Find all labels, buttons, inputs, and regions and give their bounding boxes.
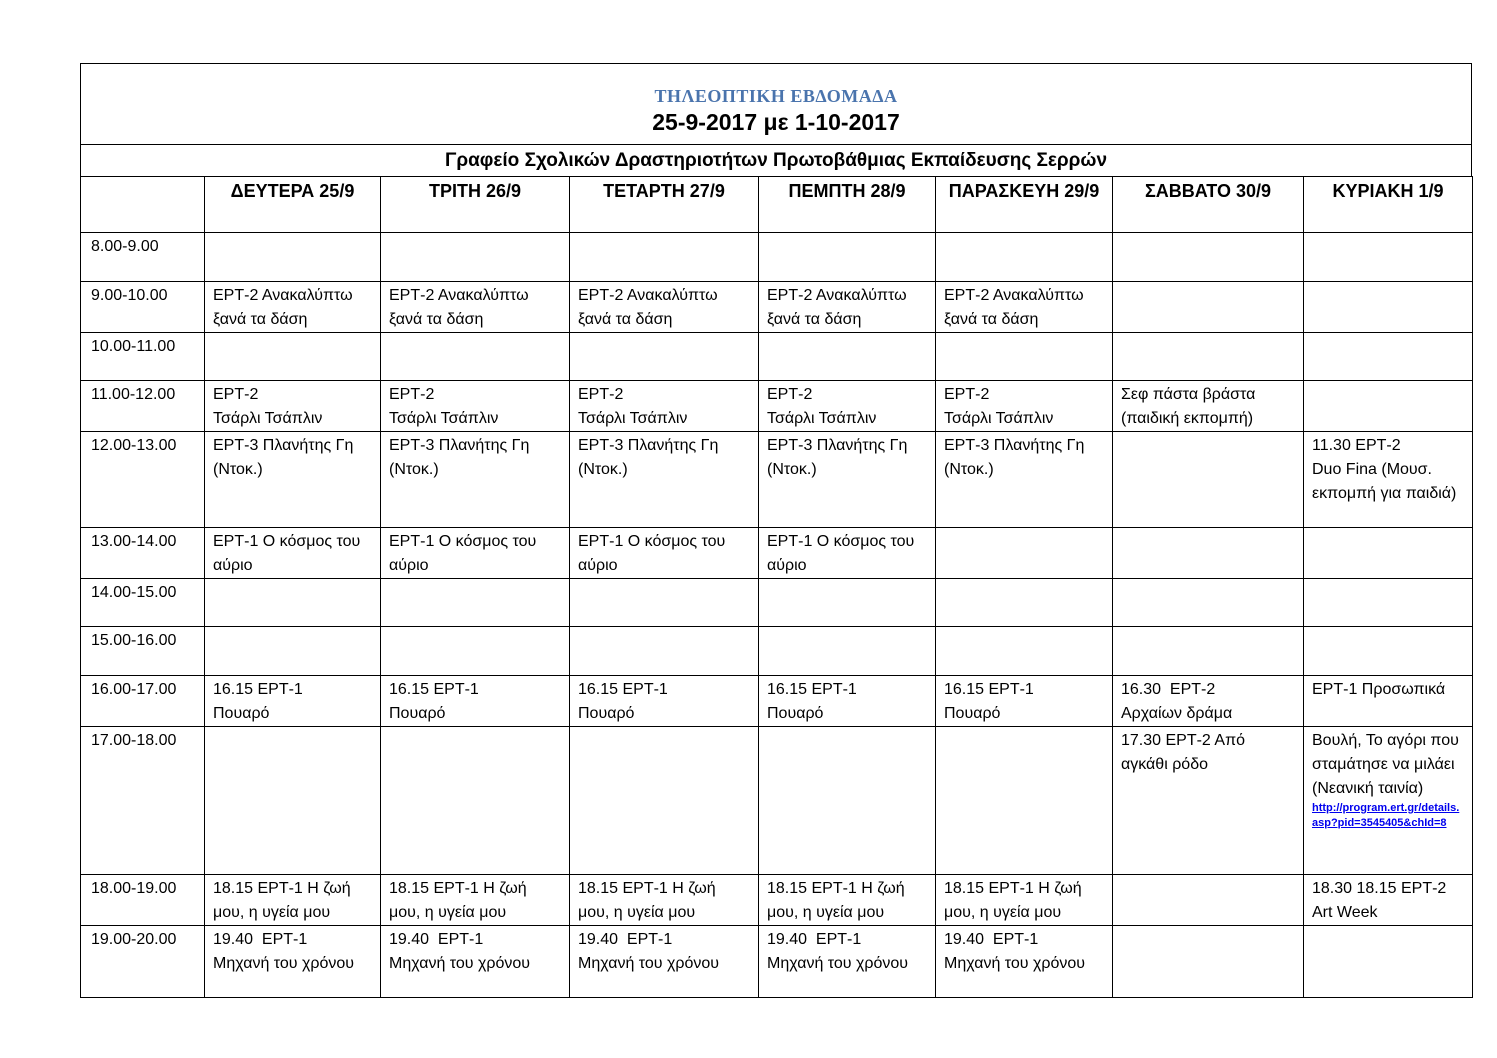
program-cell [381,579,570,627]
program-cell [1113,627,1304,676]
program-cell [759,333,936,381]
time-slot: 13.00-14.00 [81,528,205,579]
day-header: ΚΥΡΙΑΚΗ 1/9 [1304,177,1473,233]
program-text: 16.15 ΕΡΤ-1 Πουαρό [578,681,668,722]
program-cell [381,381,570,432]
program-cell [1304,926,1473,998]
time-slot: 14.00-15.00 [81,579,205,627]
program-cell [381,727,570,875]
program-cell [205,579,381,627]
program-cell [570,528,759,579]
table-row [81,627,1473,676]
program-text: 18.30 18.15 ΕΡΤ-2 Art Week [1312,880,1447,921]
table-row [81,233,1473,282]
program-cell [759,627,936,676]
program-cell [1113,282,1304,333]
program-cell [759,676,936,727]
program-cell [570,727,759,875]
program-text: 19.40 ΕΡΤ-1 Μηχανή του χρόνου [767,931,909,972]
time-slot: 15.00-16.00 [81,627,205,676]
program-cell [570,627,759,676]
program-cell [570,676,759,727]
program-text: 16.15 ΕΡΤ-1 Πουαρό [213,681,303,722]
program-cell [936,528,1113,579]
program-cell [936,627,1113,676]
program-text: 16.30 ΕΡΤ-2 Αρχαίων δράμα [1121,681,1233,722]
program-cell [1113,233,1304,282]
program-cell [570,381,759,432]
program-cell [381,233,570,282]
program-text: ΕΡΤ-1 Ο κόσμος του αύριο [578,533,730,574]
program-text: ΕΡΤ-3 Πλανήτης Γη (Ντοκ.) [944,437,1089,478]
program-text: 18.15 ΕΡΤ-1 Η ζωή μου, η υγεία μου [213,880,356,921]
program-cell [205,727,381,875]
program-text: ΕΡΤ-2 Τσάρλι Τσάπλιν [578,386,688,427]
program-cell [759,233,936,282]
program-cell [1304,233,1473,282]
program-cell [759,727,936,875]
program-cell [205,282,381,333]
program-cell [1304,727,1473,875]
date-range: 25-9-2017 με 1-10-2017 [652,109,900,135]
table-row [81,381,1473,432]
program-cell [205,926,381,998]
program-cell [1113,333,1304,381]
program-cell [205,875,381,926]
program-cell [570,579,759,627]
program-text: ΕΡΤ-1 Ο κόσμος του αύριο [767,533,919,574]
program-cell [936,579,1113,627]
program-cell [570,282,759,333]
program-cell [1304,875,1473,926]
program-cell [1304,579,1473,627]
program-cell [1304,676,1473,727]
program-text: 16.15 ΕΡΤ-1 Πουαρό [944,681,1034,722]
table-row [81,528,1473,579]
program-text: ΕΡΤ-3 Πλανήτης Γη (Ντοκ.) [213,437,358,478]
program-text: ΕΡΤ-1 Ο κόσμος του αύριο [389,533,541,574]
program-text: ΕΡΤ-2 Ανακαλύπτω ξανά τα δάση [389,287,534,328]
program-text: ΕΡΤ-2 Ανακαλύπτω ξανά τα δάση [578,287,723,328]
program-text: ΕΡΤ-2 Τσάρλι Τσάπλιν [213,386,323,427]
time-slot: 11.00-12.00 [81,381,205,432]
table-row [81,579,1473,627]
header [80,63,1472,144]
program-cell [570,333,759,381]
program-cell [759,875,936,926]
program-cell [381,432,570,528]
program-cell [936,676,1113,727]
program-cell [759,381,936,432]
table-row [81,333,1473,381]
program-text: 18.15 ΕΡΤ-1 Η ζωή μου, η υγεία μου [578,880,721,921]
day-header: ΤΡΙΤΗ 26/9 [381,177,570,233]
program-cell [205,528,381,579]
table-row [81,926,1473,998]
day-header: ΤΕΤΑΡΤΗ 27/9 [570,177,759,233]
program-text: 19.40 ΕΡΤ-1 Μηχανή του χρόνου [213,931,355,972]
program-text: ΕΡΤ-2 Ανακαλύπτω ξανά τα δάση [213,287,358,328]
table-row [81,727,1473,875]
program-cell [1304,381,1473,432]
time-slot: 16.00-17.00 [81,676,205,727]
program-text: ΕΡΤ-3 Πλανήτης Γη (Ντοκ.) [578,437,723,478]
day-header: ΣΑΒΒΑΤΟ 30/9 [1113,177,1304,233]
program-text: ΕΡΤ-1 Ο κόσμος του αύριο [213,533,365,574]
program-cell [381,333,570,381]
program-text: 11.30 ΕΡΤ-2 Duo Fina (Μουσ. εκπομπή για παιδιά) [1312,437,1457,502]
program-cell [205,333,381,381]
program-text: ΕΡΤ-2 Ανακαλύπτω ξανά τα δάση [767,287,912,328]
program-cell [570,432,759,528]
time-slot: 8.00-9.00 [81,233,205,282]
program-cell [759,926,936,998]
program-cell [936,432,1113,528]
program-cell [1113,579,1304,627]
program-cell [1304,282,1473,333]
office-name: Γραφείο Σχολικών Δραστηριοτήτων Πρωτοβάθμιας Εκπαίδευσης Σερρών [80,144,1472,176]
program-cell [1304,627,1473,676]
program-cell [570,233,759,282]
time-slot: 19.00-20.00 [81,926,205,998]
program-cell [381,676,570,727]
page-title: ΤΗΛΕΟΠΤΙΚΗ ΕΒΔΟΜΑΔΑ [654,86,898,106]
program-text: 18.15 ΕΡΤ-1 Η ζωή μου, η υγεία μου [389,880,532,921]
program-cell [759,579,936,627]
program-cell [1113,676,1304,727]
program-cell [205,381,381,432]
program-text: 17.30 ΕΡΤ-2 Από αγκάθι ρόδο [1121,732,1250,773]
program-text: 19.40 ΕΡΤ-1 Μηχανή του χρόνου [944,931,1086,972]
program-cell [205,676,381,727]
program-cell [381,528,570,579]
program-cell [205,432,381,528]
program-text: 19.40 ΕΡΤ-1 Μηχανή του χρόνου [578,931,720,972]
day-header-row [81,177,1473,233]
program-cell [759,282,936,333]
program-cell [1113,432,1304,528]
program-cell [759,432,936,528]
program-cell [381,926,570,998]
tv-schedule-table [80,176,1473,998]
program-cell [381,282,570,333]
table-row [81,432,1473,528]
program-text: ΕΡΤ-2 Ανακαλύπτω ξανά τα δάση [944,287,1089,328]
program-cell [936,381,1113,432]
program-text: Βουλή, Το αγόρι που σταμάτησε να μιλάει (Νεανική ταινία) [1312,732,1464,797]
program-cell [570,875,759,926]
table-row [81,282,1473,333]
corner-cell [81,177,205,233]
day-header: ΠΑΡΑΣΚΕΥΗ 29/9 [936,177,1113,233]
time-slot: 18.00-19.00 [81,875,205,926]
program-cell [936,282,1113,333]
time-slot: 12.00-13.00 [81,432,205,528]
program-cell [205,233,381,282]
program-cell [936,727,1113,875]
table-row [81,676,1473,727]
program-text: ΕΡΤ-2 Τσάρλι Τσάπλιν [389,386,499,427]
program-text: ΕΡΤ-3 Πλανήτης Γη (Ντοκ.) [767,437,912,478]
program-text: 18.15 ΕΡΤ-1 Η ζωή μου, η υγεία μου [767,880,910,921]
program-cell [1304,432,1473,528]
program-cell [381,875,570,926]
program-cell [759,528,936,579]
program-text: ΕΡΤ-2 Τσάρλι Τσάπλιν [944,386,1054,427]
program-cell [936,926,1113,998]
program-cell [1304,528,1473,579]
program-text: 19.40 ΕΡΤ-1 Μηχανή του χρόνου [389,931,531,972]
time-slot: 17.00-18.00 [81,727,205,875]
program-cell [1113,381,1304,432]
program-cell [1304,333,1473,381]
program-cell [205,627,381,676]
program-text: ΕΡΤ-1 Προσωπικά [1312,681,1446,698]
program-cell [936,333,1113,381]
program-text: ΕΡΤ-2 Τσάρλι Τσάπλιν [767,386,877,427]
program-text: Σεφ πάστα βράστα (παιδική εκπομπή) [1121,386,1260,427]
program-text: 16.15 ΕΡΤ-1 Πουαρό [767,681,857,722]
day-header: ΠΕΜΠΤΗ 28/9 [759,177,936,233]
program-link[interactable]: http://program.ert.gr/details.asp?pid=3545405&chId=8 [1312,802,1460,829]
program-cell [381,627,570,676]
day-header: ΔΕΥΤΕΡΑ 25/9 [205,177,381,233]
program-text: 18.15 ΕΡΤ-1 Η ζωή μου, η υγεία μου [944,880,1087,921]
program-cell [570,926,759,998]
program-cell [936,233,1113,282]
program-cell [1113,528,1304,579]
schedule-sheet [80,63,1472,998]
program-cell [936,875,1113,926]
time-slot: 10.00-11.00 [81,333,205,381]
program-cell [1113,875,1304,926]
program-cell [1113,926,1304,998]
program-cell [1113,727,1304,875]
time-slot: 9.00-10.00 [81,282,205,333]
program-text: ΕΡΤ-3 Πλανήτης Γη (Ντοκ.) [389,437,534,478]
table-row [81,875,1473,926]
program-text: 16.15 ΕΡΤ-1 Πουαρό [389,681,479,722]
